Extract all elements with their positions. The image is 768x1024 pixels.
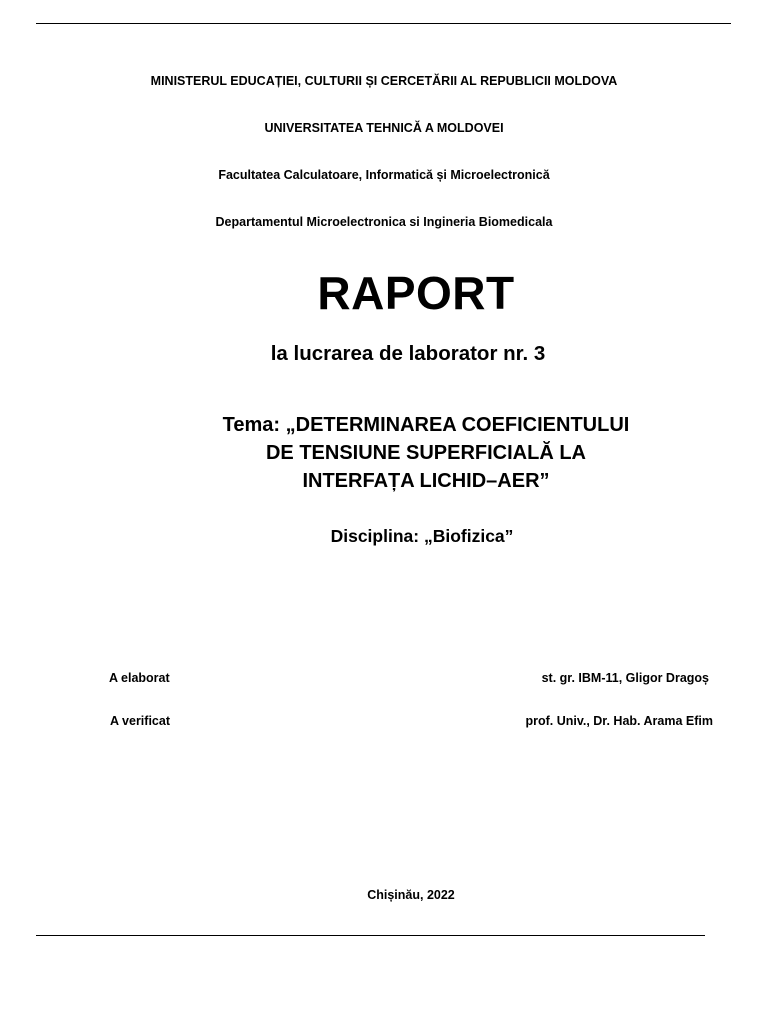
report-title: RAPORT (317, 267, 515, 319)
author-label: A elaborat (109, 671, 170, 685)
reviewer-label: A verificat (110, 714, 170, 728)
report-topic (200, 411, 652, 495)
top-divider (36, 23, 731, 24)
topic-line: INTERFAȚA LICHID–AER” (302, 470, 550, 492)
faculty-name: Facultatea Calculatoare, Informatică și Microelectronică (218, 168, 550, 182)
reviewer-name: prof. Univ., Dr. Hab. Arama Efim (525, 714, 713, 728)
department-name: Departamentul Microelectronica si Ingineria Biomedicala (215, 215, 553, 229)
bottom-divider (36, 935, 705, 936)
topic-line: DE TENSIUNE SUPERFICIALĂ LA (265, 442, 587, 464)
discipline: Disciplina: „Biofizica” (330, 526, 514, 546)
ministry-name: MINISTERUL EDUCAȚIEI, CULTURII ȘI CERCETĂRII AL REPUBLICII MOLDOVA (150, 74, 618, 88)
author-name: st. gr. IBM-11, Gligor Dragoș (541, 671, 709, 685)
report-subtitle: la lucrarea de laborator nr. 3 (270, 342, 546, 365)
topic-line: Tema: „DETERMINAREA COEFICIENTULUI (222, 414, 630, 436)
place-date: Chișinău, 2022 (367, 888, 455, 902)
university-name: UNIVERSITATEA TEHNICĂ A MOLDOVEI (264, 121, 504, 135)
